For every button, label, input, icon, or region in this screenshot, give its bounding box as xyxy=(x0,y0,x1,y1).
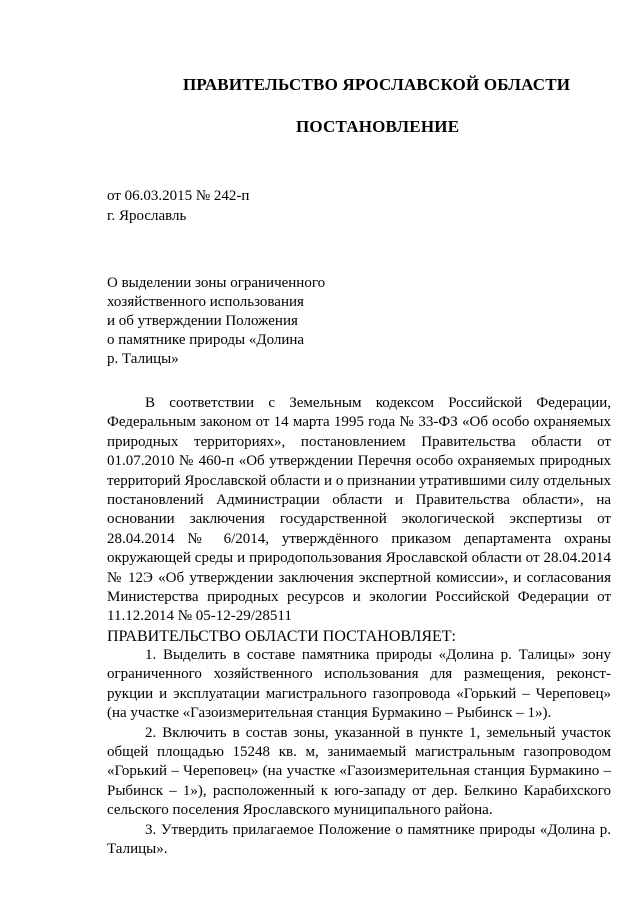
subject-line: р. Талицы» xyxy=(107,351,179,367)
document-body xyxy=(107,394,611,859)
document-meta xyxy=(107,186,249,226)
subject-line: хозяйственного использования xyxy=(107,294,304,310)
document-subject xyxy=(107,274,325,369)
government-title: ПРАВИТЕЛЬСТВО ЯРОСЛАВСКОЙ ОБЛАСТИ xyxy=(183,75,571,94)
subject-line: о памятнике природы «Долина xyxy=(107,332,305,348)
item-paragraph: 2. Включить в состав зоны, указанной в пункте 1, земельный участок общей площадью 15248 кв. м, занимаемый магистральным газопроводом «Горький – Череповец» (на участке «Газоизмерительная станция Бурмакино – Рыбинск – 1»), расположенный к юго-западу от дер. Белкино Карабихского сельского поселения Ярославского муниципального района. xyxy=(107,724,611,819)
item-paragraph: 3. Утвердить прилагаемое Положение о памятнике природы «Долина р. Талицы». xyxy=(107,821,611,857)
preamble-paragraph: В соответствии с Земельным кодексом Российской Федерации, Федеральным законом от 14 марта 1995 года № 33-ФЗ «Об особо охраняемых природных территориях», постановлением Правительства области от 01.07.2010 № 460-п «Об утверждении Перечня особо охраняемых природных территорий Ярославской области и о признании утратившими силу отдельных постановлений Администрации области и Правительства области», на основании заключения государственной экологической экспертизы от 28.04.2014 № 6/2014, утверждённого приказом департамента охраны окружающей среды и природопользования Ярославской области от 28.04.2014 № 12Э «Об утверждении заключения экспертной комиссии», и согласования Министерства природных ресурсов и экологии Российской Федерации от 11.12.2014 № 05-12-29/28511 xyxy=(107,395,611,625)
city: г. Ярославль xyxy=(107,208,187,224)
document-type-title: ПОСТАНОВЛЕНИЕ xyxy=(296,117,460,136)
subject-line: О выделении зоны ограниченного xyxy=(107,275,326,291)
subject-line: и об утверждении Положения xyxy=(107,313,298,329)
date-and-number: от 06.03.2015 № 242-п xyxy=(107,188,250,204)
item-paragraph: 1. Выделить в составе памятника природы «Долина р. Талицы» зону ограниченного хозяйственного использования для размещения, реконст-рукции и эксплуатации магистрального газопровода «Горький – Череповец» (на участке «Газоизмерительная станция Бурмакино – Рыбинск – 1»). xyxy=(107,646,611,722)
resolution-heading: ПРАВИТЕЛЬСТВО ОБЛАСТИ ПОСТАНОВЛЯЕТ: xyxy=(107,627,456,645)
